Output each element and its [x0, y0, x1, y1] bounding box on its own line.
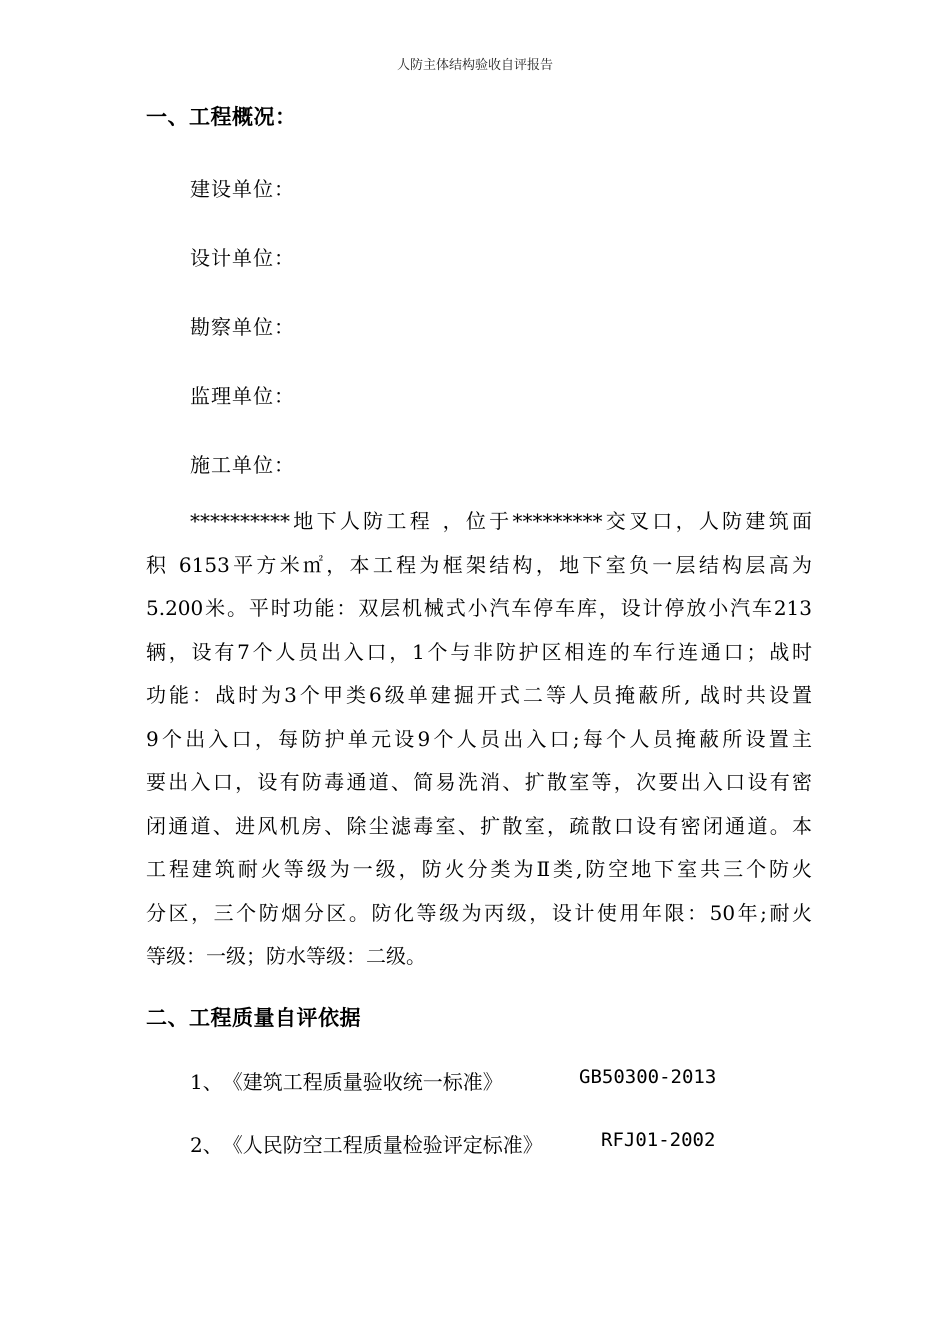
standard-title: 《人民防空工程质量检验评定标准》 — [222, 1133, 543, 1157]
standard-title: 《建筑工程质量验收统一标准》 — [222, 1070, 503, 1094]
overview-line: 5.200米。平时功能：双层机械式小汽车停车库，设计停放小汽车213 — [146, 596, 812, 620]
design-unit-label: 设计单位： — [190, 246, 295, 270]
standard-number: 2、 — [190, 1133, 223, 1157]
standard-number: 1、 — [190, 1070, 223, 1094]
overview-line: 辆，设有7个人员出入口，1个与非防护区相连的车行连通口；战时 — [146, 639, 812, 664]
section-heading-overview: 一、工程概况： — [146, 105, 297, 129]
overview-line: 功能：战时为3个甲类6级单建掘开式二等人员掩蔽所, 战时共设置 — [146, 683, 812, 707]
overview-line: 分区，三个防烟分区。防化等级为丙级，设计使用年限：50年;耐火 — [146, 900, 812, 925]
overview-line: 闭通道、进风机房、除尘滤毒室、扩散室，疏散口设有密闭通道。本 — [146, 813, 812, 838]
construction-unit-label: 建设单位： — [190, 177, 295, 201]
supervision-unit-label: 监理单位： — [190, 384, 295, 408]
standard-code: GB50300-2013 — [579, 1066, 717, 1088]
overview-line: **********地下人防工程 ，位于*********交叉口，人防建筑面 — [190, 509, 812, 533]
standard-code: RFJ01-2002 — [601, 1129, 716, 1151]
running-header: 人防主体结构验收自评报告 — [396, 58, 553, 73]
overview-line: 积 6153平方米㎡，本工程为框架结构，地下室负一层结构层高为 — [146, 552, 812, 577]
standard-item — [190, 1129, 716, 1158]
overview-line: 9个出入口，每防护单元设9个人员出入口;每个人员掩蔽所设置主 — [146, 726, 812, 751]
section-heading-quality-basis: 二、工程质量自评依据 — [146, 1006, 361, 1030]
overview-line: 要出入口，设有防毒通道、简易洗消、扩散室等，次要出入口设有密 — [146, 770, 812, 794]
overview-line: 等级：一级；防水等级：二级。 — [146, 944, 426, 968]
project-overview-paragraph — [146, 500, 812, 979]
overview-line: 工程建筑耐火等级为一级，防火分类为Ⅱ类,防空地下室共三个防火 — [146, 857, 812, 881]
standard-item — [190, 1066, 717, 1095]
contractor-unit-label: 施工单位： — [190, 453, 295, 477]
survey-unit-label: 勘察单位： — [190, 315, 295, 339]
